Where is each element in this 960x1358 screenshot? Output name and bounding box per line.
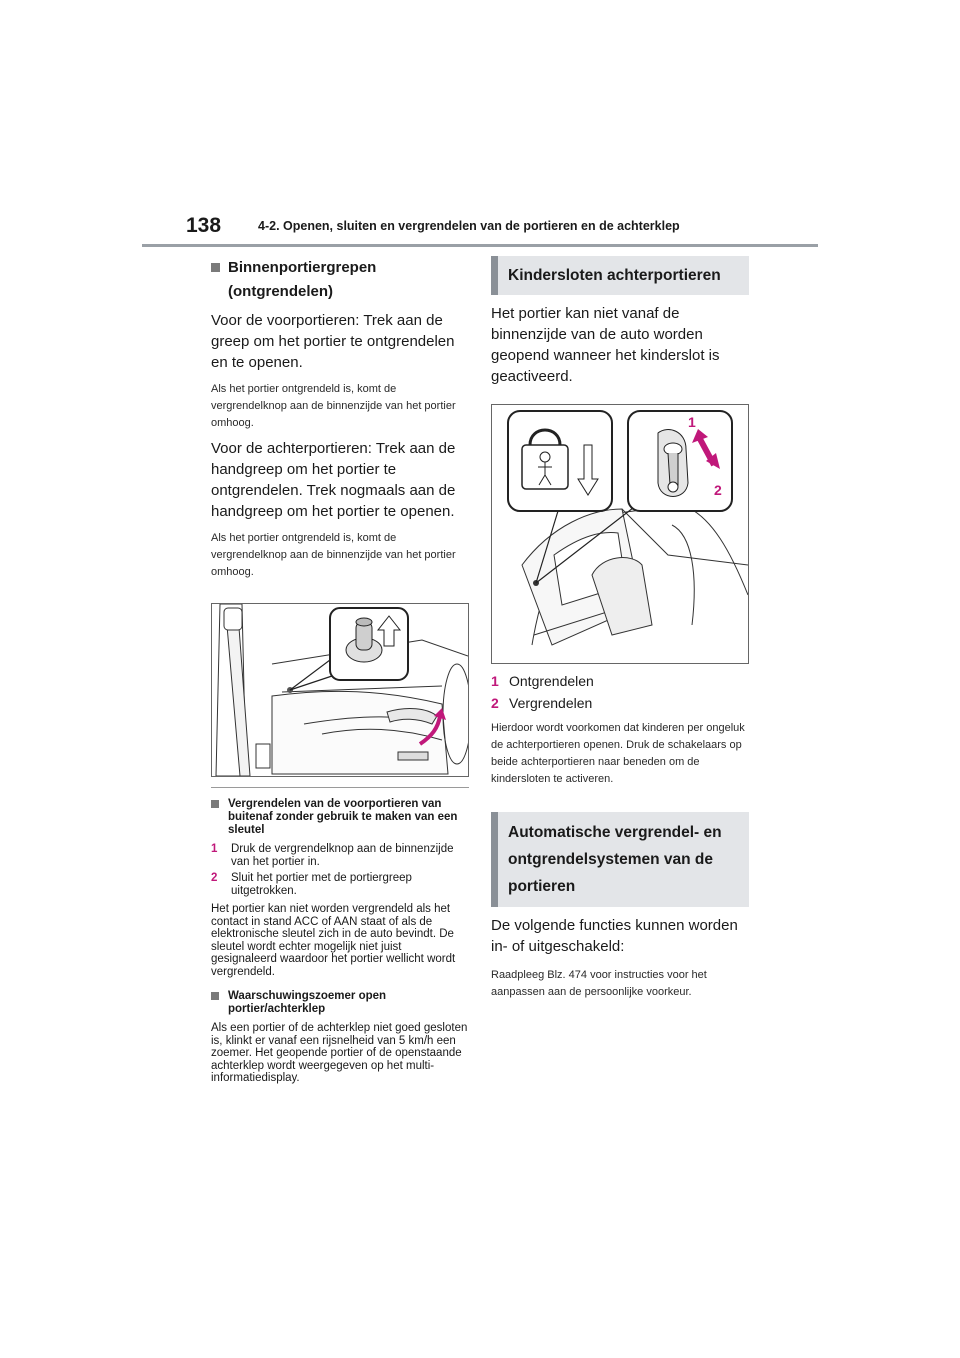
child-lock-illustration [491, 404, 749, 664]
child-lock-legend [491, 670, 749, 714]
heading-inner-handles [211, 256, 469, 304]
heading-lock-without-key: Vergrendelen van de voorportieren van buitenaf zonder gebruik te maken van een sleutel [211, 798, 469, 837]
right-column [491, 256, 749, 1001]
front-doors-text: Voor de voorportieren: Trek aan de greep om het portier te ontgrendelen en te openen. [211, 312, 455, 371]
heading-buzzer: Waarschuwingszoemer open portier/achterklep [211, 990, 469, 1016]
child-lock-text: Het portier kan niet vanaf de binnenzijde van de auto worden geopend wanneer het kinderslot is geactiveerd. [491, 305, 720, 385]
section-separator [211, 787, 469, 788]
list-item [211, 872, 469, 897]
legend-text: Vergrendelen [509, 695, 593, 711]
rear-door-drawing [492, 405, 748, 663]
page-number: 138 [186, 214, 222, 237]
header-divider [142, 244, 818, 247]
chapter-title: 4-2. Openen, sluiten en vergrendelen van de portieren en de achterklep [258, 219, 680, 233]
lock-steps-list [211, 843, 469, 897]
heading-inner-handles-line1: Binnenportiergrepen [228, 259, 377, 276]
figure-label-1: 1 [688, 414, 696, 430]
buzzer-note: Als een portier of de achterklep niet goed gesloten is, klinkt er vanaf een rijsnelheid van 5 km/h een zoemer. Het geopende portier of de openstaande achterklep wordt weergegeven op het multi-informatiedisplay. [211, 1022, 468, 1084]
step-number: 1 [211, 843, 218, 855]
figure-label-2: 2 [714, 482, 722, 498]
front-doors-note: Als het portier ontgrendeld is, komt de vergrendelknop aan de binnenzijde van het portier omhoog. [211, 383, 456, 429]
legend-number: 2 [491, 695, 499, 711]
step-number: 2 [211, 872, 218, 884]
door-interior-drawing [212, 604, 468, 776]
auto-lock-text: De volgende functies kunnen worden in- of uitgeschakeld: [491, 917, 738, 955]
legend-text: Ontgrendelen [509, 673, 594, 689]
legend-item [491, 670, 749, 692]
rear-doors-note: Als het portier ontgrendeld is, komt de vergrendelknop aan de binnenzijde van het portier omhoog. [211, 532, 456, 578]
left-column [211, 256, 469, 1085]
step-text: Druk de vergrendelknop aan de binnenzijde van het portier in. [231, 843, 454, 868]
heading-inner-handles-line2: (ontgrendelen) [228, 283, 333, 300]
legend-number: 1 [491, 673, 499, 689]
inner-handle-illustration [211, 603, 469, 777]
auto-lock-note: Raadpleeg Blz. 474 voor instructies voor het aanpassen aan de persoonlijke voorkeur. [491, 969, 707, 998]
list-item [211, 843, 469, 868]
lock-note: Het portier kan niet worden vergrendeld als het contact in stand ACC of AAN staat of als de elektronische sleutel zich in de auto bevindt. De sleutel wordt echter mogelijk niet juist gesignaleerd waardoor het portier wellicht wordt vergrendeld. [211, 903, 456, 978]
legend-item [491, 692, 749, 714]
step-text: Sluit het portier met de portiergreep uitgetrokken. [231, 872, 412, 897]
section-child-locks: Kindersloten achterportieren [491, 256, 749, 295]
section-auto-lock: Automatische vergrendel- en ontgrendelsystemen van de portieren [491, 812, 749, 907]
child-lock-note: Hierdoor wordt voorkomen dat kinderen per ongeluk de achterportieren openen. Druk de schakelaars op beide achterportieren naar beneden om de kindersloten te activeren. [491, 722, 745, 785]
rear-doors-text: Voor de achterportieren: Trek aan de handgreep om het portier te ontgrendelen. Trek nogmaals aan de handgreep om het portier te openen. [211, 440, 456, 520]
